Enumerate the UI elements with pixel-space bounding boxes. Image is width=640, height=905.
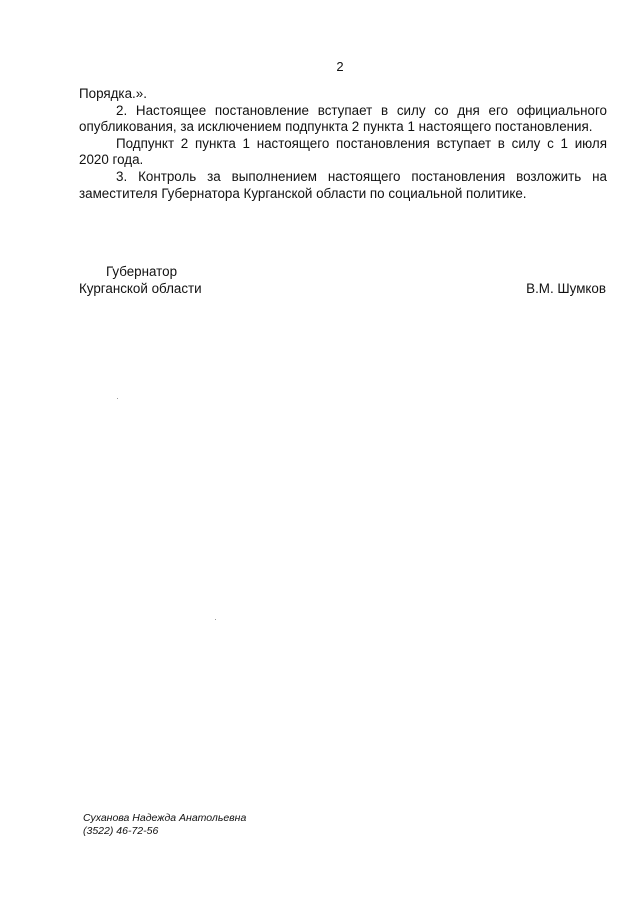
scan-speck (215, 619, 216, 620)
scan-speck (117, 398, 118, 399)
signatory-title-line2: Курганской области (79, 281, 202, 296)
signatory-title (79, 263, 202, 297)
paragraph-continuation: Порядка.». (79, 86, 147, 101)
signatory-name: В.М. Шумков (526, 281, 606, 296)
paragraph-item-2: 2. Настоящее постановление вступает в силу со дня его официального опубликования, за исключением подпункта 2 пункта 1 настоящего постановления. (79, 102, 607, 135)
signatory-title-line1: Губернатор (106, 264, 178, 279)
executor-phone: (3522) 46-72-56 (83, 825, 159, 837)
document-body (79, 86, 607, 202)
executor-name: Суханова Надежда Анатольевна (83, 812, 247, 824)
paragraph-subitem-effective-date: Подпункт 2 пункта 1 настоящего постановления вступает в силу с 1 июля 2020 года. (79, 135, 607, 168)
paragraph-item-3: 3. Контроль за выполнением настоящего постановления возложить на заместителя Губернатора Курганской области по социальной политике. (79, 168, 607, 201)
executor-footer (83, 812, 246, 838)
page-number: 2 (336, 59, 344, 74)
